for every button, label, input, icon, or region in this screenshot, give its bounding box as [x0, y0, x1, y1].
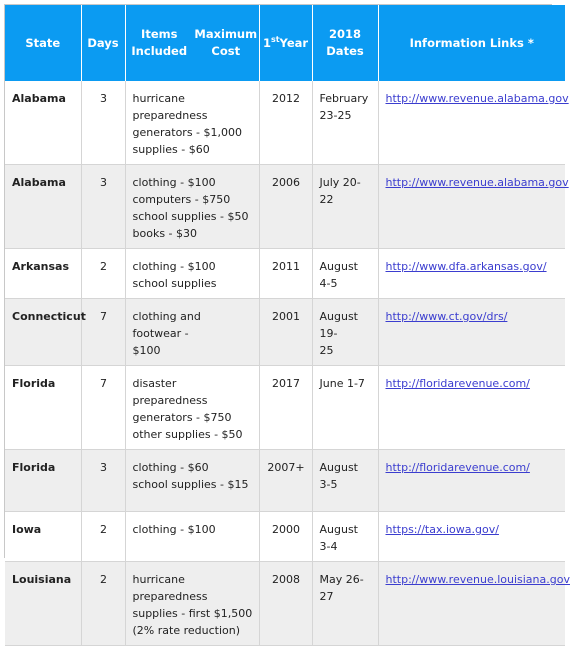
- info-link[interactable]: http://www.revenue.alabama.gov: [385, 176, 569, 189]
- dates-cell: [312, 299, 378, 366]
- item-line: school supplies - $50: [132, 210, 249, 223]
- header-state: State: [5, 5, 81, 81]
- link-cell: [378, 562, 570, 646]
- item-line: supplies - $60: [132, 143, 210, 156]
- item-line: clothing - $100: [132, 260, 216, 273]
- item-line: clothing - $100: [132, 176, 216, 189]
- header-first-year-prefix: 1: [262, 35, 271, 50]
- date-line: 25: [319, 344, 334, 357]
- item-line: disaster preparedness: [132, 377, 208, 407]
- state-cell: Iowa: [5, 512, 81, 562]
- items-cell: [125, 450, 259, 512]
- days-cell: 3: [81, 450, 125, 512]
- first-year-cell: 2001: [259, 299, 312, 366]
- header-items: Items Included: [131, 27, 188, 58]
- state-cell: Louisiana: [5, 562, 81, 646]
- days-cell: 2: [81, 512, 125, 562]
- tax-holiday-table-frame: [4, 4, 570, 637]
- link-cell: [378, 512, 565, 562]
- days-cell: 3: [81, 165, 125, 249]
- info-link[interactable]: http://www.dfa.arkansas.gov/: [385, 260, 547, 273]
- link-cell: [378, 450, 565, 512]
- first-year-cell: 2006: [259, 165, 312, 249]
- info-link[interactable]: https://tax.iowa.gov/: [385, 523, 499, 536]
- link-cell: [378, 81, 569, 165]
- item-line: hurricane preparedness: [132, 573, 208, 603]
- days-cell: 7: [81, 366, 125, 450]
- first-year-cell: 2000: [259, 512, 312, 562]
- info-link[interactable]: http://www.revenue.louisiana.gov: [385, 573, 570, 586]
- info-link[interactable]: http://floridarevenue.com/: [385, 461, 530, 474]
- items-cell: [125, 562, 259, 646]
- link-cell: [378, 366, 565, 450]
- date-line: May 26-27: [319, 573, 364, 603]
- item-line: generators - $1,000: [132, 126, 243, 139]
- date-line: February: [319, 92, 369, 105]
- state-cell: Alabama: [5, 165, 81, 249]
- table-row: [5, 450, 565, 512]
- table-body: [5, 81, 570, 646]
- first-year-cell: 2011: [259, 249, 312, 299]
- item-line: generators - $750: [132, 411, 232, 424]
- dates-cell: [312, 450, 378, 512]
- item-line: hurricane preparedness: [132, 92, 208, 122]
- header-first-year-suffix: Year: [279, 35, 309, 50]
- item-line: clothing and footwear -: [132, 310, 201, 340]
- days-cell: 3: [81, 81, 125, 165]
- items-cell: [125, 299, 259, 366]
- dates-cell: [312, 562, 378, 646]
- info-link[interactable]: http://floridarevenue.com/: [385, 377, 530, 390]
- items-cell: [125, 366, 259, 450]
- first-year-cell: 2007+: [259, 450, 312, 512]
- item-line: computers - $750: [132, 193, 231, 206]
- info-link[interactable]: http://www.revenue.alabama.gov: [385, 92, 569, 105]
- first-year-cell: 2017: [259, 366, 312, 450]
- date-line: August 3-4: [319, 523, 358, 553]
- item-line: school supplies: [132, 277, 217, 290]
- table-row: [5, 512, 565, 562]
- header-first-year: [259, 5, 312, 81]
- item-line: clothing - $100: [132, 523, 216, 536]
- date-line: July 20-22: [319, 176, 361, 206]
- state-cell: Arkansas: [5, 249, 81, 299]
- dates-cell: [312, 249, 378, 299]
- header-row: [5, 5, 565, 81]
- state-cell: Alabama: [5, 81, 81, 165]
- table-row: [5, 249, 565, 299]
- link-cell: [378, 249, 565, 299]
- item-line: other supplies - $50: [132, 428, 243, 441]
- dates-cell: [312, 366, 378, 450]
- state-cell: Florida: [5, 450, 81, 512]
- info-link[interactable]: http://www.ct.gov/drs/: [385, 310, 508, 323]
- items-cell: [125, 512, 259, 562]
- dates-cell: [312, 512, 378, 562]
- item-line: (2% rate reduction): [132, 624, 240, 637]
- date-line: August 3-5: [319, 461, 358, 491]
- item-line: clothing - $60: [132, 461, 209, 474]
- header-items-cost: [125, 5, 259, 81]
- days-cell: 2: [81, 249, 125, 299]
- days-cell: 7: [81, 299, 125, 366]
- items-cell: [125, 249, 259, 299]
- first-year-cell: 2012: [259, 81, 312, 165]
- tax-holiday-table: [5, 5, 570, 646]
- header-links: Information Links *: [378, 5, 565, 81]
- header-days: Days: [81, 5, 125, 81]
- item-line: school supplies - $15: [132, 478, 249, 491]
- link-cell: [378, 299, 565, 366]
- table-row: [5, 299, 565, 366]
- table-row: [5, 366, 565, 450]
- item-line: $100: [132, 344, 161, 357]
- date-line: June 1-7: [319, 377, 365, 390]
- table-row: [5, 81, 565, 165]
- table-row: [5, 165, 565, 249]
- header-dates: 2018 Dates: [312, 5, 378, 81]
- dates-cell: [312, 165, 378, 249]
- dates-cell: [312, 81, 378, 165]
- state-cell: Florida: [5, 366, 81, 450]
- days-cell: 2: [81, 562, 125, 646]
- items-cell: [125, 81, 259, 165]
- state-cell: Connecticut: [5, 299, 81, 366]
- link-cell: [378, 165, 569, 249]
- table-row: [5, 562, 565, 646]
- date-line: August 4-5: [319, 260, 358, 290]
- first-year-cell: 2008: [259, 562, 312, 646]
- header-max-cost: Maximum Cost: [194, 27, 258, 58]
- header-first-year-sup: st: [270, 34, 280, 44]
- date-line: August 19-: [319, 310, 358, 340]
- item-line: books - $30: [132, 227, 198, 240]
- items-cell: [125, 165, 259, 249]
- item-line: supplies - first $1,500: [132, 607, 253, 620]
- date-line: 23-25: [319, 109, 352, 122]
